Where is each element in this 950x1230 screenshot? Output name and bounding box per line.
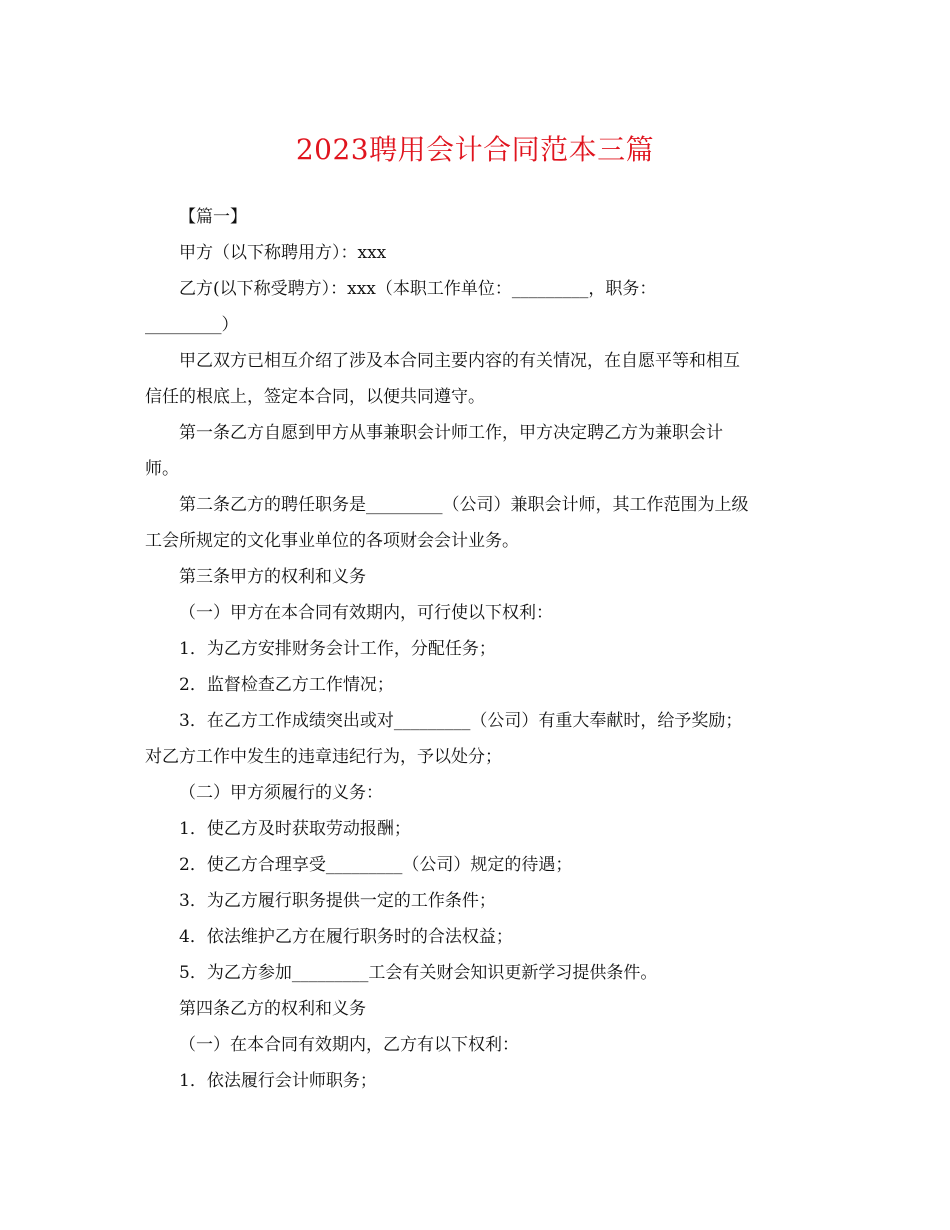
- text-line: 3．为乙方履行职务提供一定的工作条件；: [179, 891, 496, 911]
- text-line: 【篇一】: [179, 207, 247, 227]
- text-line: （一）在本合同有效期内，乙方有以下权利：: [179, 1035, 519, 1055]
- text-line: 工会所规定的文化事业单位的各项财会会计业务。: [145, 531, 519, 551]
- document-body: [145, 199, 810, 1099]
- text-line: 甲方（以下称聘用方）：xxx: [179, 243, 387, 263]
- text-line: 乙方(以下称受聘方）：xxx（本职工作单位：_________，职务：: [179, 279, 657, 299]
- text-line: 第一条乙方自愿到甲方从事兼职会计师工作，甲方决定聘乙方为兼职会计: [179, 423, 723, 443]
- text-line: 1．为乙方安排财务会计工作，分配任务；: [179, 639, 496, 659]
- text-line: 信任的根底上，签定本合同，以便共同遵守。: [145, 387, 485, 407]
- text-line: 第四条乙方的权利和义务: [179, 999, 366, 1019]
- text-line: 2．监督检查乙方工作情况；: [179, 675, 394, 695]
- text-line: _________）: [145, 315, 239, 335]
- text-line: 3．在乙方工作成绩突出或对_________（公司）有重大奉献时，给予奖励；: [179, 711, 743, 731]
- text-line: 甲乙双方已相互介绍了涉及本合同主要内容的有关情况，在自愿平等和相互: [179, 351, 740, 371]
- text-line: （一）甲方在本合同有效期内，可行使以下权利：: [179, 603, 553, 623]
- text-line: 1．依法履行会计师职务；: [179, 1071, 377, 1091]
- text-line: 第二条乙方的聘任职务是_________（公司）兼职会计师，其工作范围为上级: [179, 495, 749, 515]
- text-line: 5．为乙方参加_________工会有关财会知识更新学习提供条件。: [179, 963, 658, 983]
- text-line: 4．依法维护乙方在履行职务时的合法权益；: [179, 927, 513, 947]
- text-line: 对乙方工作中发生的违章违纪行为，予以处分；: [145, 747, 502, 767]
- text-line: 第三条甲方的权利和义务: [179, 567, 366, 587]
- text-line: 1．使乙方及时获取劳动报酬；: [179, 819, 411, 839]
- text-line: 师。: [145, 459, 179, 479]
- text-line: 2．使乙方合理享受_________（公司）规定的待遇；: [179, 855, 573, 875]
- text-line: （二）甲方须履行的义务：: [179, 783, 383, 803]
- document-title: 2023聘用会计合同范本三篇: [295, 133, 655, 166]
